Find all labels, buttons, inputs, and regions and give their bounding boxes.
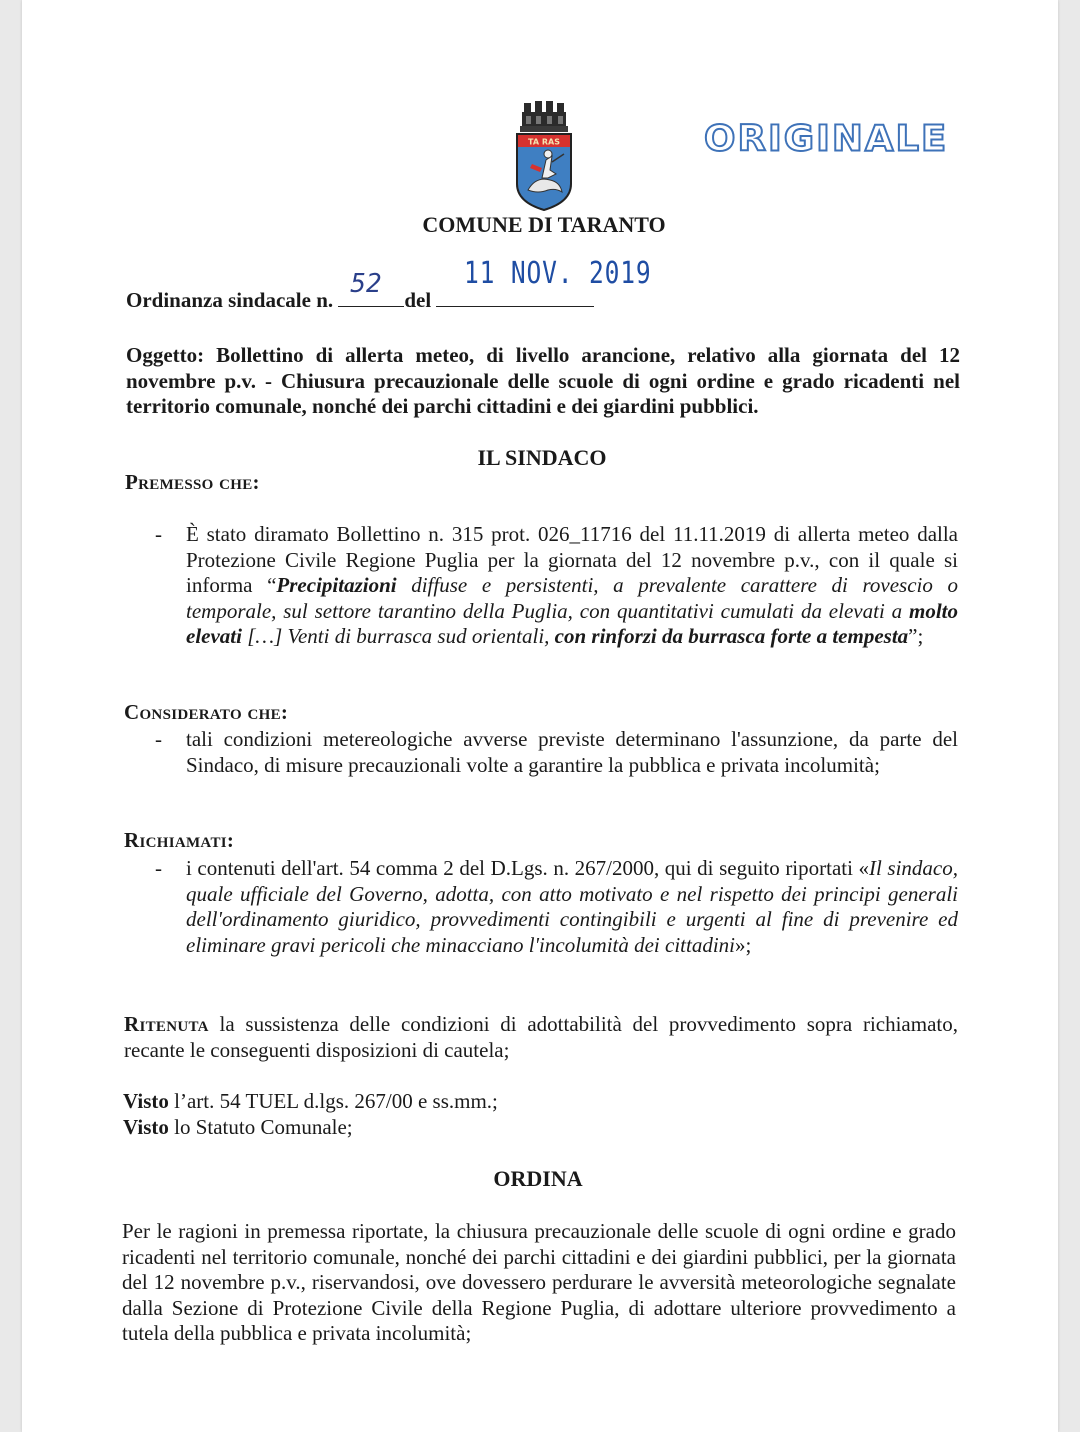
premesso-quote-1: Precipitazioni xyxy=(276,573,397,597)
originale-stamp: ORIGINALE xyxy=(704,118,949,159)
list-dash: - xyxy=(155,727,162,751)
considerato-heading: Considerato che: xyxy=(124,700,289,724)
ordinance-number-field xyxy=(338,269,404,307)
visto-line-2 xyxy=(123,1115,353,1141)
richiamati-intro: i contenuti dell'art. 54 comma 2 del D.Lgs. n. 267/2000, qui di seguito riportati « xyxy=(186,856,870,880)
ritenuta-heading: Ritenuta xyxy=(124,1012,209,1036)
premesso-quote-3: molto elevati xyxy=(186,598,958,648)
crest-banner-text: TA RAS xyxy=(528,137,560,147)
visto-label: Visto xyxy=(123,1115,169,1139)
subject-paragraph: Oggetto: Bollettino di allerta meteo, di livello arancione, relativo alla giornata del 12 novembre p.v. - Chiusura precauzionale delle scuole di ogni ordine e grado ricadenti nel territorio comunale, nonché dei parchi cittadini e dei giardini pubblici. xyxy=(126,343,960,418)
list-dash: - xyxy=(155,856,162,880)
richiamati-heading: Richiamati: xyxy=(124,828,235,852)
ordinance-number-line xyxy=(126,256,653,314)
richiamati-quote: Il sindaco, quale ufficiale del Governo, adotta, con atto motivato e nel rispetto dei principi generali dell'ordinamento giuridico, provvedimenti contingibili e urgenti al fine di prevenire ed eliminare gravi pericoli che minacciano l'incolumità dei cittadini xyxy=(186,856,959,957)
visto-line-1 xyxy=(123,1089,498,1115)
ordina-heading: ORDINA xyxy=(493,1166,583,1191)
ritenuta-text: la sussistenza delle condizioni di adottabilità del provvedimento sopra richiamato, recante le conseguenti disposizioni di cautela; xyxy=(124,1012,958,1062)
visto-text: lo Statuto Comunale; xyxy=(168,1115,353,1139)
premesso-quote-4: […] Venti di burrasca sud orientali, xyxy=(241,624,555,648)
premesso-heading: Premesso che: xyxy=(125,470,260,494)
taranto-coat-of-arms xyxy=(512,98,576,212)
list-dash: - xyxy=(155,522,162,546)
premesso-end: ”; xyxy=(908,624,924,648)
visto-text: l’art. 54 TUEL d.lgs. 267/00 e ss.mm.; xyxy=(168,1089,498,1113)
premesso-item xyxy=(186,522,958,650)
mayor-heading: IL SINDACO xyxy=(477,445,607,470)
ritenuta-paragraph xyxy=(124,1012,958,1063)
stamped-date: 11 NOV. 2019 xyxy=(464,256,653,291)
del-label: del xyxy=(404,288,432,312)
richiamati-item xyxy=(186,856,958,958)
premesso-quote-2: diffuse e persistenti, a prevalente carattere di rovescio o temporale, sul settore tarantino della Puglia, con quantitativi cumulati da elevati a xyxy=(186,573,958,623)
premesso-quote-5: con rinforzi da burrasca forte a tempesta xyxy=(554,624,909,648)
ordina-paragraph: Per le ragioni in premessa riportate, la chiusura precauzionale delle scuole di ogni ordine e grado ricadenti nel territorio comunale, nonché dei parchi cittadini e dei giardini pubblici, per la giornata del 12 novembre p.v., riservandosi, ove dovessero perdurare le avversità meteorologiche segnalate dalla Sezione di Protezione Civile della Regione Puglia, di adottare ulteriore provvedimento a tutela della pubblica e privata incolumità; xyxy=(122,1219,956,1345)
premesso-intro: È stato diramato Bollettino n. 315 prot. 026_11716 del 11.11.2019 di allerta meteo dalla Protezione Civile Regione Puglia per la giornata del 12 novembre p.v., con il quale si informa “ xyxy=(186,522,958,597)
handwritten-number: 52 xyxy=(350,269,382,299)
municipality-title: COMUNE DI TARANTO xyxy=(422,212,666,237)
ordinance-label: Ordinanza sindacale n. xyxy=(126,288,334,312)
ordinance-date-field xyxy=(436,256,653,307)
richiamati-end: »; xyxy=(735,932,752,957)
visto-label: Visto xyxy=(123,1089,169,1113)
considerato-item: tali condizioni metereologiche avverse previste determinano l'assunzione, da parte del Sindaco, di misure precauzionali volte a garantire la pubblica e privata incolumità; xyxy=(186,727,958,777)
